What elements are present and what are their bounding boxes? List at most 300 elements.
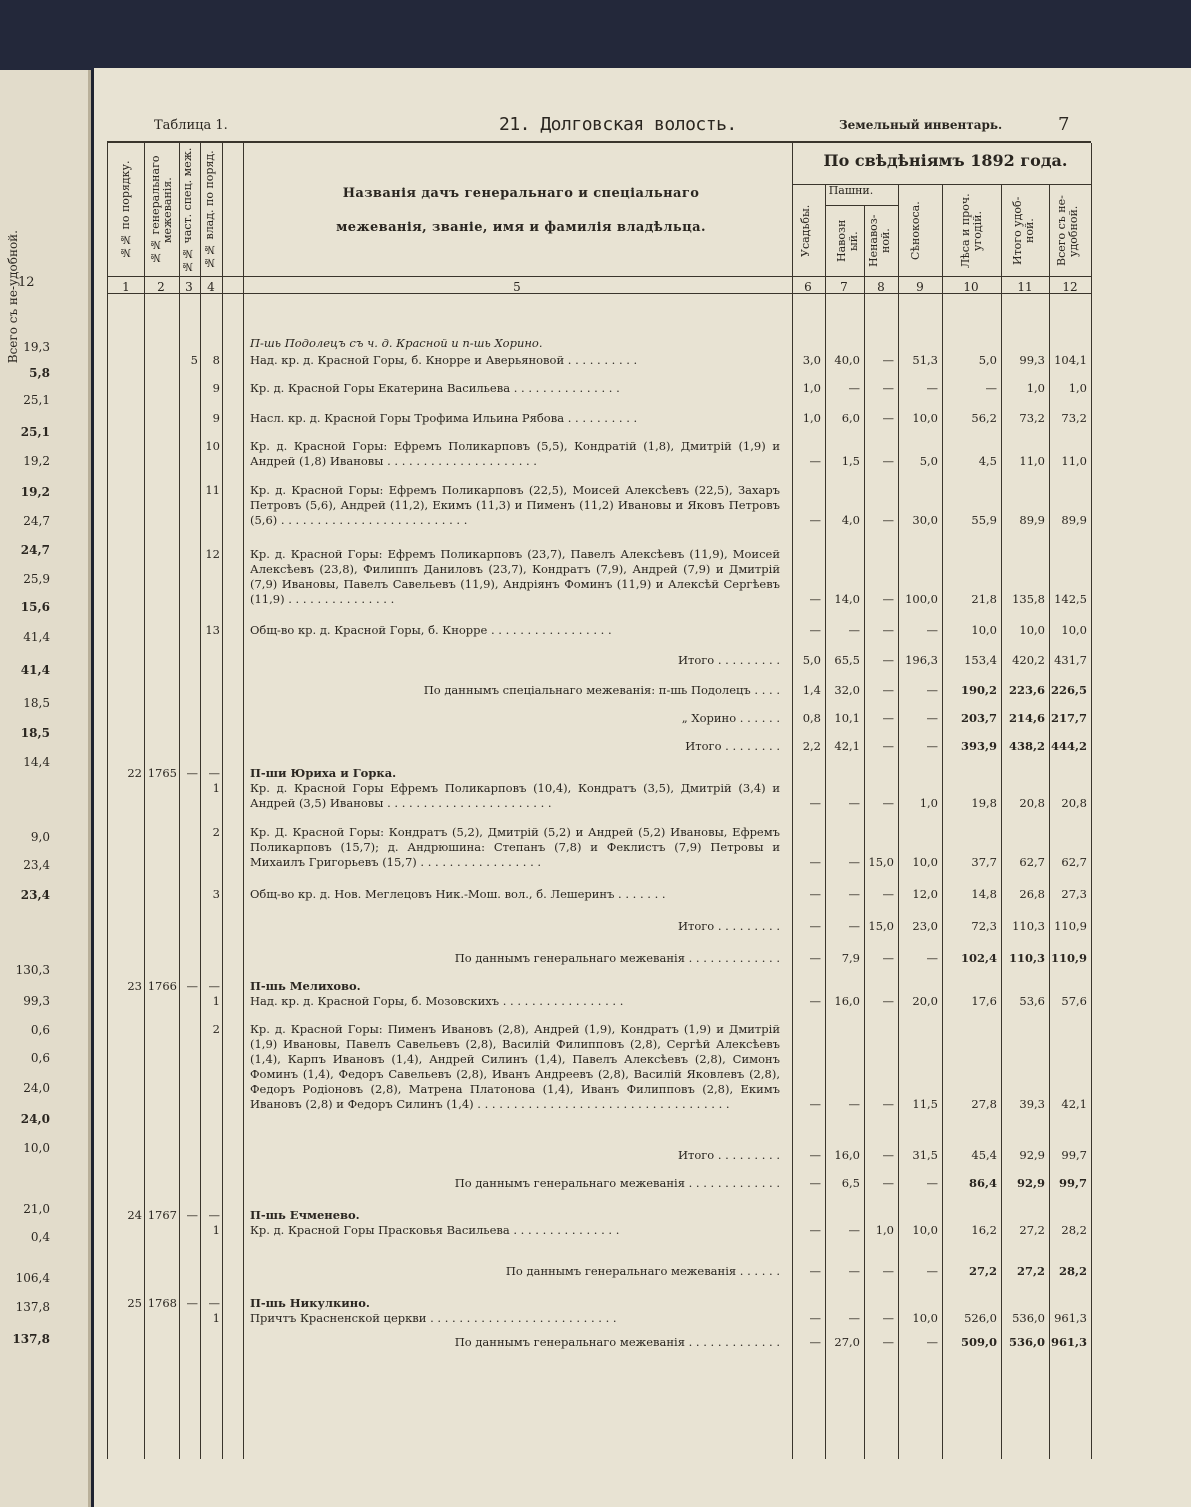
row-value: — — [809, 1148, 821, 1162]
row-value: — — [882, 454, 894, 468]
row-description: По даннымъ спеціальнаго межеванія: п-шь Подолецъ . . . . — [423, 683, 780, 697]
row-value: — — [848, 887, 860, 901]
row-value: 27,2 — [1016, 1264, 1045, 1278]
row-value: — — [848, 1264, 860, 1278]
left-page-value: 130,3 — [15, 963, 50, 977]
left-page-value: 24,7 — [23, 514, 50, 528]
row-value: 100,0 — [905, 592, 938, 606]
row-value: 110,9 — [1050, 951, 1087, 965]
row-value: — — [882, 994, 894, 1008]
row-index-i4: 9 — [212, 381, 220, 395]
row-value: 17,6 — [971, 994, 997, 1008]
row-value: — — [809, 454, 821, 468]
col-header-10: Лѣса и проч. угодій. — [959, 193, 984, 269]
row-value: 20,0 — [912, 994, 938, 1008]
column-number: 8 — [877, 280, 885, 294]
row-value: 135,8 — [1012, 592, 1045, 606]
row-value: 62,7 — [1061, 855, 1087, 869]
row-value: 14,8 — [971, 887, 997, 901]
page-headline — [94, 114, 1191, 142]
row-value: — — [809, 1223, 821, 1237]
row-value: 1,0 — [1026, 381, 1045, 395]
row-value: 92,9 — [1019, 1148, 1045, 1162]
row-value: — — [809, 1311, 821, 1325]
volost-title: 21. Долговская волость. — [499, 114, 737, 135]
row-value: — — [809, 951, 821, 965]
row-index-i1: 22 — [127, 766, 142, 780]
row-value: — — [848, 381, 860, 395]
row-value: 27,2 — [1019, 1223, 1045, 1237]
row-value: 21,8 — [971, 592, 997, 606]
left-column-number: 12 — [18, 275, 35, 290]
row-value: 0,8 — [802, 711, 821, 725]
column-number: 3 — [185, 280, 193, 294]
row-value: 15,0 — [868, 919, 894, 933]
row-value: — — [882, 1176, 894, 1190]
row-value: 10,0 — [971, 623, 997, 637]
col-header-7: Навозн ый. — [835, 219, 860, 263]
row-value: 27,0 — [834, 1335, 860, 1349]
table-row — [108, 1264, 1091, 1279]
row-value: — — [809, 855, 821, 869]
row-value: 37,7 — [971, 855, 997, 869]
row-description: Насл. кр. д. Красной Горы Трофима Ильина Рябова . . . . . . . . . . — [250, 411, 638, 425]
table-row — [108, 653, 1091, 668]
row-value: 104,1 — [1054, 353, 1087, 367]
row-index-i2: 1767 — [147, 1208, 177, 1222]
table-row — [108, 623, 1091, 638]
row-value: 23,0 — [912, 919, 938, 933]
table-row — [108, 766, 1091, 781]
row-value: 27,3 — [1061, 887, 1087, 901]
row-value: 11,0 — [1061, 454, 1087, 468]
row-value: 10,1 — [834, 711, 860, 725]
row-value: 28,2 — [1058, 1264, 1087, 1278]
row-description: Над. кр. д. Красной Горы, б. Кнорре и Аверьяновой . . . . . . . . . . — [250, 353, 638, 367]
row-value: 99,3 — [1019, 353, 1045, 367]
row-index-i4: 1 — [212, 994, 220, 1008]
row-value: 28,2 — [1061, 1223, 1087, 1237]
table-row — [108, 781, 1091, 811]
row-description: Итого . . . . . . . . . — [677, 919, 780, 933]
row-value: 99,7 — [1058, 1176, 1087, 1190]
row-value: 110,9 — [1054, 919, 1087, 933]
row-index-i4: 8 — [212, 353, 220, 367]
row-value: 1,0 — [802, 411, 821, 425]
row-value: 509,0 — [960, 1335, 997, 1349]
row-index-i1: 24 — [127, 1208, 142, 1222]
row-value: 53,6 — [1019, 994, 1045, 1008]
left-page-value: 21,0 — [23, 1202, 50, 1216]
row-value: — — [882, 1311, 894, 1325]
inventory-label: Земельный инвентарь. — [839, 118, 1003, 132]
row-value: 7,9 — [841, 951, 860, 965]
row-value: — — [926, 1335, 938, 1349]
table-row — [108, 336, 1091, 351]
row-value: — — [848, 919, 860, 933]
row-value: 190,2 — [960, 683, 997, 697]
row-index-i4: 1 — [212, 1311, 220, 1325]
row-value: 42,1 — [1061, 1097, 1087, 1111]
row-value: — — [926, 739, 938, 753]
row-value: — — [882, 711, 894, 725]
row-index-i3: — — [186, 1296, 198, 1310]
row-description: Итого . . . . . . . . . — [677, 1148, 780, 1162]
column-number: 7 — [840, 280, 848, 294]
row-value: — — [882, 796, 894, 810]
document-page — [94, 68, 1191, 1507]
row-value: 51,3 — [912, 353, 938, 367]
row-value: 62,7 — [1019, 855, 1045, 869]
row-index-i4: — — [208, 766, 220, 780]
table-row — [108, 1335, 1091, 1350]
table-row — [108, 1208, 1091, 1223]
row-value: — — [882, 592, 894, 606]
table-row — [108, 711, 1091, 726]
row-value: — — [809, 1097, 821, 1111]
left-page-value: 23,4 — [23, 858, 50, 872]
left-page-value: 137,8 — [12, 1332, 50, 1346]
row-value: 19,8 — [971, 796, 997, 810]
row-description: Кр. д. Красной Горы Ефремъ Поликарповъ (10,4), Кондратъ (3,5), Дмитрій (3,4) и Андрей (3,5) Ивановы . . . . . . . . . . . . . . . . . . . . . . . — [250, 781, 780, 810]
left-column-header: Всего съ не-удобной. — [6, 230, 20, 364]
row-value: 11,0 — [1019, 454, 1045, 468]
column-number: 12 — [1062, 280, 1078, 294]
left-page-value: 41,4 — [23, 630, 50, 644]
row-value: 16,0 — [834, 994, 860, 1008]
row-value: 1,0 — [919, 796, 938, 810]
row-description: П-шь Мелихово. — [250, 979, 361, 993]
row-value: 203,7 — [960, 711, 997, 725]
col-header-2: №№ генеральнаго межеванія. — [149, 155, 174, 265]
row-description: Кр. д. Красной Горы: Ефремъ Поликарповъ (5,5), Кондратій (1,8), Дмитрій (1,9) и Андрей (1,8) Ивановы . . . . . . . . . . . . . . . . . . . . . — [250, 439, 780, 468]
row-value: 32,0 — [834, 683, 860, 697]
row-value: 16,0 — [834, 1148, 860, 1162]
row-value: — — [926, 1264, 938, 1278]
row-value: 153,4 — [964, 653, 997, 667]
page-number: 7 — [1058, 114, 1070, 135]
row-index-i4: 11 — [205, 483, 220, 497]
col-header-5 — [256, 177, 786, 245]
table-row — [108, 1223, 1091, 1238]
row-value: 223,6 — [1008, 683, 1045, 697]
row-description: „ Хорино . . . . . . — [681, 711, 780, 725]
row-value: 526,0 — [964, 1311, 997, 1325]
row-value: 65,5 — [834, 653, 860, 667]
row-index-i3: 5 — [190, 353, 198, 367]
row-description: П-шь Ечменево. — [250, 1208, 360, 1222]
row-value: — — [809, 796, 821, 810]
row-description: П-шь Никулкино. — [250, 1296, 370, 1310]
row-value: — — [848, 1097, 860, 1111]
pashni-header: Пашни. — [828, 184, 874, 197]
row-value: 1,4 — [802, 683, 821, 697]
row-value: — — [809, 623, 821, 637]
table-row — [108, 411, 1091, 426]
row-value: — — [882, 411, 894, 425]
left-page-value: 24,7 — [20, 543, 50, 557]
row-value: — — [926, 683, 938, 697]
row-index-i4: 2 — [212, 825, 220, 839]
left-page-value: 23,4 — [20, 888, 50, 902]
row-value: 26,8 — [1019, 887, 1045, 901]
row-value: 110,3 — [1012, 919, 1045, 933]
row-description: По даннымъ генеральнаго межеванія . . . . . . — [505, 1264, 780, 1278]
table-row — [108, 683, 1091, 698]
row-value: 214,6 — [1008, 711, 1045, 725]
column-number: 10 — [963, 280, 979, 294]
row-description: Итого . . . . . . . . . — [677, 653, 780, 667]
row-value: 1,0 — [802, 381, 821, 395]
row-description: Кр. Д. Красной Горы: Кондратъ (5,2), Дмитрій (5,2) и Андрей (5,2) Ивановы, Ефремъ Поликарповъ (15,7); д. Андрюшина: Степанъ (7,8) и Феклистъ (7,9) Петровы и Михаилъ Григорьевъ (15,7) . . . . . . . . . . . . . . . . . — [250, 825, 780, 869]
table-row — [108, 353, 1091, 368]
row-value: — — [926, 381, 938, 395]
row-description: Над. кр. д. Красной Горы, б. Мозовскихъ . . . . . . . . . . . . . . . . . — [250, 994, 624, 1008]
row-value: 110,3 — [1008, 951, 1045, 965]
row-value: 1,5 — [841, 454, 860, 468]
row-value: 73,2 — [1061, 411, 1087, 425]
left-page-value: 0,6 — [30, 1051, 50, 1065]
left-page-value: 25,1 — [23, 393, 50, 407]
table-label: Таблица 1. — [154, 118, 228, 133]
row-index-i4: 3 — [212, 887, 220, 901]
table-row — [108, 979, 1091, 994]
table-row — [108, 1176, 1091, 1191]
row-value: 15,0 — [868, 855, 894, 869]
left-page-value: 106,4 — [15, 1271, 50, 1285]
table-row — [108, 439, 1091, 469]
row-value: — — [848, 855, 860, 869]
row-value: 12,0 — [912, 887, 938, 901]
col-header-1: №№ по порядку. — [119, 160, 132, 260]
row-value: 55,9 — [971, 513, 997, 527]
row-value: 102,4 — [960, 951, 997, 965]
row-description: П-ши Юриха и Горка. — [250, 766, 397, 780]
row-value: 14,0 — [834, 592, 860, 606]
col5-line1: Названія дачъ генеральнаго и спеціальнаго — [342, 186, 700, 201]
row-value: 536,0 — [1008, 1335, 1045, 1349]
row-value: 27,8 — [971, 1097, 997, 1111]
row-value: 961,3 — [1054, 1311, 1087, 1325]
col-header-8: Ненавоз-ной. — [867, 214, 892, 268]
year-header: По свѣдѣніямъ 1892 года. — [823, 151, 1068, 170]
row-value: 20,8 — [1019, 796, 1045, 810]
row-description: Итого . . . . . . . . — [685, 739, 780, 753]
left-page-value: 99,3 — [23, 994, 50, 1008]
row-value: 72,3 — [971, 919, 997, 933]
left-page-value: 18,5 — [20, 726, 50, 740]
row-value: 420,2 — [1012, 653, 1045, 667]
row-index-i2: 1766 — [147, 979, 177, 993]
row-index-i4: — — [208, 979, 220, 993]
row-value: 3,0 — [802, 353, 821, 367]
column-number: 4 — [207, 280, 215, 294]
table-row — [108, 547, 1091, 607]
row-value: 5,0 — [978, 353, 997, 367]
row-value: 40,0 — [834, 353, 860, 367]
row-value: 20,8 — [1061, 796, 1087, 810]
row-value: — — [882, 951, 894, 965]
row-description: Кр. д. Красной Горы: Ефремъ Поликарповъ (23,7), Павелъ Алексѣевъ (11,9), Моисей Алексѣевъ (23,8), Филиппъ Даниловъ (23,7), Кондратъ (7,9), Андрей (7,9) и Дмитрій (7,9) Ивановы, Павелъ Савельевъ (11,9), Андріянъ Фоминъ (11,9) и Алексѣй Сергѣевъ (11,9) . . . . . . . . . . . . . . . — [250, 547, 780, 606]
row-value: 11,5 — [912, 1097, 938, 1111]
column-number: 11 — [1017, 280, 1033, 294]
row-value: 45,4 — [971, 1148, 997, 1162]
left-page-value: 0,6 — [30, 1023, 50, 1037]
row-value: 10,0 — [912, 411, 938, 425]
row-value: 39,3 — [1019, 1097, 1045, 1111]
row-value: 6,5 — [841, 1176, 860, 1190]
row-description: По даннымъ генеральнаго межеванія . . . . . . . . . . . . . — [454, 951, 780, 965]
col-header-4: №№ влад. по поряд. — [203, 150, 216, 270]
row-value: 56,2 — [971, 411, 997, 425]
column-number: 5 — [513, 280, 521, 294]
row-value: 57,6 — [1061, 994, 1087, 1008]
row-value: 431,7 — [1054, 653, 1087, 667]
column-number: 9 — [916, 280, 924, 294]
row-value: 1,0 — [1068, 381, 1087, 395]
row-value: 142,5 — [1054, 592, 1087, 606]
row-value: 16,2 — [971, 1223, 997, 1237]
row-value: 89,9 — [1019, 513, 1045, 527]
row-value: — — [809, 592, 821, 606]
row-index-i4: 13 — [205, 623, 220, 637]
left-page-value: 41,4 — [20, 663, 50, 677]
left-page-value: 0,4 — [30, 1230, 50, 1244]
row-value: — — [882, 513, 894, 527]
column-number: 6 — [804, 280, 812, 294]
row-value: — — [926, 1176, 938, 1190]
row-value: — — [882, 739, 894, 753]
row-value: 31,5 — [912, 1148, 938, 1162]
row-description: Кр. д. Красной Горы Екатерина Васильева . . . . . . . . . . . . . . . — [250, 381, 620, 395]
row-index-i4: 1 — [212, 1223, 220, 1237]
table-row — [108, 1022, 1091, 1112]
row-value: — — [882, 887, 894, 901]
row-value: 4,0 — [841, 513, 860, 527]
table-row — [108, 483, 1091, 528]
column-number: 2 — [157, 280, 165, 294]
row-index-i2: 1768 — [147, 1296, 177, 1310]
left-page-value: 24,0 — [20, 1112, 50, 1126]
row-value: 393,9 — [960, 739, 997, 753]
data-table — [107, 141, 1091, 1459]
col-header-12: Всего съ не-удобной. — [1055, 195, 1080, 267]
row-index-i4: 1 — [212, 781, 220, 795]
row-value: 89,9 — [1061, 513, 1087, 527]
row-value: — — [848, 1223, 860, 1237]
col-header-6: Усадьбы. — [799, 204, 812, 258]
row-value: — — [809, 887, 821, 901]
left-page-value: 10,0 — [23, 1141, 50, 1155]
row-description: Кр. д. Красной Горы: Ефремъ Поликарповъ (22,5), Моисей Алексѣевъ (22,5), Захаръ Петровъ (5,6), Андрей (11,2), Екимъ (11,3) и Пименъ (11,2) Ивановы и Яковъ Петровъ (5,6) . . . . . . . . . . . . . . . . . . . . . . . . . . — [250, 483, 780, 527]
row-description: По даннымъ генеральнаго межеванія . . . . . . . . . . . . . — [454, 1335, 780, 1349]
table-row — [108, 951, 1091, 966]
row-index-i4: 9 — [212, 411, 220, 425]
row-description: П-шь Подолецъ съ ч. д. Красной и п-шь Хорино. — [250, 336, 543, 350]
row-description: Причтъ Красненской церкви . . . . . . . . . . . . . . . . . . . . . . . . . . — [250, 1311, 617, 1325]
row-value: 42,1 — [834, 739, 860, 753]
row-index-i4: 2 — [212, 1022, 220, 1036]
row-value: — — [848, 623, 860, 637]
table-row — [108, 381, 1091, 396]
col-header-3: №№ част. спец. меж. — [181, 147, 194, 273]
row-index-i3: — — [186, 1208, 198, 1222]
row-value: 444,2 — [1050, 739, 1087, 753]
row-value: 27,2 — [968, 1264, 997, 1278]
row-value: 5,0 — [919, 454, 938, 468]
row-value: 217,7 — [1050, 711, 1087, 725]
row-value: — — [848, 796, 860, 810]
table-row — [108, 1296, 1091, 1311]
row-index-i4: — — [208, 1296, 220, 1310]
left-page-value: 14,4 — [23, 755, 50, 769]
col-header-9: Сѣнокоса. — [909, 201, 922, 261]
col5-line2: межеванія, званіе, имя и фамилія владѣльца. — [336, 220, 706, 235]
row-description: Общ-во кр. д. Нов. Меглецовъ Ник.-Мош. вол., б. Лешеринъ . . . . . . . — [250, 887, 666, 901]
row-value: — — [882, 653, 894, 667]
left-page-value: 5,8 — [29, 366, 50, 380]
left-page-value: 19,3 — [23, 340, 50, 354]
row-value: — — [882, 1335, 894, 1349]
left-page-value: 19,2 — [20, 485, 50, 499]
row-index-i4: 12 — [205, 547, 220, 561]
row-index-i4: — — [208, 1208, 220, 1222]
row-value: 10,0 — [1061, 623, 1087, 637]
table-row — [108, 739, 1091, 754]
row-value: 92,9 — [1016, 1176, 1045, 1190]
row-value: 961,3 — [1050, 1335, 1087, 1349]
row-value: 196,3 — [905, 653, 938, 667]
row-value: — — [985, 381, 997, 395]
left-page-value: 137,8 — [15, 1300, 50, 1314]
row-value: 10,0 — [912, 1311, 938, 1325]
row-value: 73,2 — [1019, 411, 1045, 425]
table-row — [108, 887, 1091, 902]
row-value: — — [882, 353, 894, 367]
row-value: — — [926, 711, 938, 725]
row-value: — — [809, 919, 821, 933]
row-value: — — [809, 1335, 821, 1349]
left-page-value: 19,2 — [23, 454, 50, 468]
left-page-value: 9,0 — [30, 830, 50, 844]
row-value: — — [809, 513, 821, 527]
row-value: 10,0 — [912, 855, 938, 869]
row-value: — — [882, 1148, 894, 1162]
row-description: Кр. д. Красной Горы Прасковья Васильева . . . . . . . . . . . . . . . — [250, 1223, 620, 1237]
row-value: — — [882, 381, 894, 395]
row-value: 30,0 — [912, 513, 938, 527]
row-index-i3: — — [186, 979, 198, 993]
row-index-i1: 23 — [127, 979, 142, 993]
row-description: По даннымъ генеральнаго межеванія . . . . . . . . . . . . . — [454, 1176, 780, 1190]
table-row — [108, 919, 1091, 934]
row-value: 99,7 — [1061, 1148, 1087, 1162]
left-page-value: 24,0 — [23, 1081, 50, 1095]
col-header-11: Итого удоб-ной. — [1011, 196, 1036, 266]
row-value: 10,0 — [1019, 623, 1045, 637]
row-value: — — [809, 1264, 821, 1278]
row-description: Общ-во кр. д. Красной Горы, б. Кнорре . . . . . . . . . . . . . . . . . — [250, 623, 612, 637]
row-value: 10,0 — [912, 1223, 938, 1237]
row-value: 438,2 — [1008, 739, 1045, 753]
row-value: 4,5 — [978, 454, 997, 468]
row-value: 536,0 — [1012, 1311, 1045, 1325]
row-value: 1,0 — [875, 1223, 894, 1237]
row-index-i4: 10 — [205, 439, 220, 453]
row-value: — — [882, 623, 894, 637]
row-index-i1: 25 — [127, 1296, 142, 1310]
row-value: — — [848, 1311, 860, 1325]
